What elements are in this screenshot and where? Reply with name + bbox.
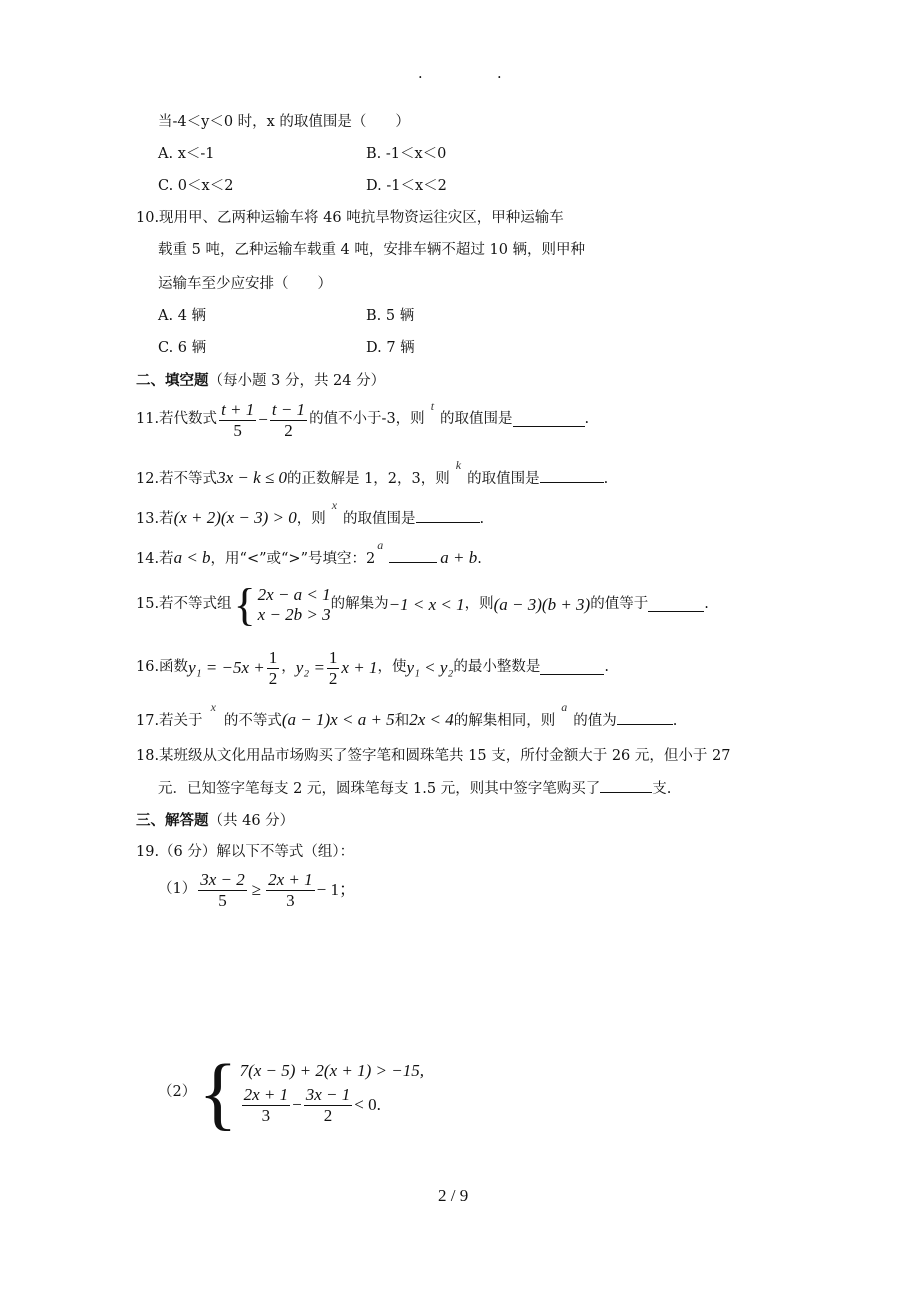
q17-mid2: 的解集相同，则 xyxy=(453,713,556,729)
q13-mid: ，则 xyxy=(296,511,326,527)
q19-p1-tail: − 1； xyxy=(316,879,356,899)
section-title xyxy=(136,372,385,390)
q10-line: 载重 5 吨，乙种运输车载重 4 吨，安排车辆不超过 10 辆，则甲种 xyxy=(158,242,586,258)
q16-end: . xyxy=(604,659,609,676)
q16 xyxy=(136,648,609,688)
q16-fraction-2: $\frac{1}{2}$ xyxy=(328,648,338,688)
q17-eq2: 2x < 4 xyxy=(409,710,454,729)
section-2-title: 二、填空题 xyxy=(136,372,209,389)
q16-y2-tail: x + 1 xyxy=(341,657,378,677)
q19-part-2 xyxy=(158,1047,424,1138)
q15-post: 的值等于 xyxy=(590,596,649,613)
q18-line: 18.某班级从文化用品市场购买了签字笔和圆珠笔共 15 支，所付金额大于 26 元，但小于 27 xyxy=(136,748,731,764)
q14-expr: a < b xyxy=(173,548,211,567)
q14-var: a xyxy=(377,538,384,552)
header-dot: . xyxy=(497,66,502,82)
q16-y1: y₁ = −5x + xyxy=(188,657,265,677)
q11-pre: 11.若代数式 xyxy=(136,411,218,428)
q11-minus: − xyxy=(258,409,268,429)
q19-stem: 19.（6 分）解以下不等式（组）： xyxy=(136,844,355,860)
q14-pre: 14.若 xyxy=(136,551,174,567)
q19-p2-minus: − xyxy=(292,1094,302,1114)
q13-end: . xyxy=(479,511,485,527)
q19-part-1 xyxy=(158,870,356,910)
q9-option-a: A. x＜-1 xyxy=(158,146,215,162)
q17-post: 的值为 xyxy=(573,713,617,729)
q19-p2-eq1: 7(x − 5) + 2(x + 1) > −15, xyxy=(239,1060,424,1080)
q16-answer-blank[interactable] xyxy=(540,662,604,675)
page-number: 2 / 9 xyxy=(438,1186,469,1205)
q14-answer-blank[interactable] xyxy=(389,550,437,563)
q11-fraction-2: $\frac{t - 1}{2}$ xyxy=(271,400,306,440)
header-dot: . xyxy=(418,66,423,82)
q17-eq1: (a − 1)x < a + 5 xyxy=(281,710,395,729)
q15-end: . xyxy=(704,596,709,613)
q14 xyxy=(136,538,482,568)
q9-option-b: B. -1＜x＜0 xyxy=(366,146,447,162)
q10-option-d: D. 7 辆 xyxy=(366,340,415,356)
q11-var: t xyxy=(430,398,435,413)
q19-p1-ge: ≥ xyxy=(251,879,262,899)
q15-mid: 的解集为 xyxy=(330,596,389,613)
q18-end: 支. xyxy=(652,781,672,797)
q17 xyxy=(136,700,678,730)
q15-expr: (a − 3)(b + 3) xyxy=(493,594,591,614)
q15-eq2: x − 2b > 3 xyxy=(257,605,331,624)
q16-pre: 16.函数 xyxy=(136,659,189,676)
q17-answer-blank[interactable] xyxy=(617,712,673,725)
q10-line: 10.现用甲、乙两种运输车将 46 吨抗旱物资运往灾区，甲种运输车 xyxy=(136,210,564,226)
q10-line: 运输车至少应安排（ ） xyxy=(158,276,332,292)
q11-end: . xyxy=(584,411,590,428)
q9-stem: 当-4＜y＜0 时，x 的取值围是（ ） xyxy=(158,114,410,130)
q18-line xyxy=(158,780,671,798)
q19-p1-fraction-1: $\frac{3x - 2}{5}$ xyxy=(200,870,245,910)
q12-end: . xyxy=(603,471,609,487)
q18-answer-blank[interactable] xyxy=(600,780,652,793)
q16-fraction-1: $\frac{1}{2}$ xyxy=(268,648,278,688)
q16-comma: ， xyxy=(281,659,296,676)
q15 xyxy=(136,579,709,630)
q13-pre: 13.若 xyxy=(136,511,174,527)
section-title xyxy=(136,812,294,830)
q16-mid: ，使 xyxy=(377,659,407,676)
q12-post: 的取值围是 xyxy=(467,471,540,487)
q19-p2-fraction-2: $\frac{3x - 1}{2}$ xyxy=(305,1085,351,1125)
q11-mid: 的值不小于-3，则 xyxy=(309,411,425,428)
q11-post: 的取值围是 xyxy=(440,411,513,428)
q19-p2-tail: < 0. xyxy=(354,1094,381,1114)
q11-fraction-1: $\frac{t + 1}{5}$ xyxy=(221,400,255,440)
q13 xyxy=(136,498,485,528)
q19-p1-fraction-2: $\frac{2x + 1}{3}$ xyxy=(268,870,313,910)
q15-mid2: ，则 xyxy=(464,596,494,613)
q19-p2-fraction-1: $\frac{2x + 1}{3}$ xyxy=(243,1085,289,1125)
q19-part-2-label: （2） xyxy=(158,1084,197,1101)
q14-post: a + b xyxy=(440,548,478,567)
q14-mid: ，用“<”或“>”号填空：2 xyxy=(210,551,376,567)
section-3-note: （共 46 分） xyxy=(208,813,295,829)
q13-var: x xyxy=(331,498,338,512)
q13-expr: (x + 2)(x − 3) > 0 xyxy=(173,508,297,527)
q17-end: . xyxy=(672,713,678,729)
q16-y2: y₂ = xyxy=(295,657,325,677)
q12-answer-blank[interactable] xyxy=(540,470,604,483)
q10-option-c: C. 6 辆 xyxy=(158,340,207,356)
q15-answer-blank[interactable] xyxy=(648,599,704,612)
q11 xyxy=(136,400,589,440)
q17-pre: 17.若关于 xyxy=(136,713,203,729)
q12-expr: 3x − k ≤ 0 xyxy=(217,468,287,487)
q18-line2: 元．已知签字笔每支 2 元，圆珠笔每支 1.5 元，则其中签字笔购买了 xyxy=(158,781,601,797)
brace-icon: { xyxy=(198,1047,238,1138)
q15-eq1: 2x − a < 1 xyxy=(257,584,331,604)
section-2-note: （每小题 3 分，共 24 分） xyxy=(208,373,386,389)
section-3-title: 三、解答题 xyxy=(136,812,209,829)
q17-and: 和 xyxy=(394,713,410,729)
q12 xyxy=(136,458,609,488)
brace-icon: { xyxy=(233,579,256,630)
q15-pre: 15.若不等式组 xyxy=(136,596,232,613)
q12-pre: 12.若不等式 xyxy=(136,471,218,487)
q9-option-d: D. -1＜x＜2 xyxy=(366,178,447,194)
q12-mid: 的正数解是 1，2，3，则 xyxy=(286,471,450,487)
q13-post: 的取值围是 xyxy=(343,511,416,527)
q10-option-b: B. 5 辆 xyxy=(366,308,415,324)
q16-inequality: y₁ < y₂ xyxy=(406,657,454,677)
q15-solution: −1 < x < 1 xyxy=(388,594,465,614)
q17-var: x xyxy=(210,700,216,714)
q12-var: k xyxy=(455,458,462,472)
q16-post: 的最小整数是 xyxy=(453,659,541,676)
q17-var2: a xyxy=(561,700,568,714)
q13-answer-blank[interactable] xyxy=(416,510,480,523)
q17-mid: 的不等式 xyxy=(223,713,282,729)
q11-answer-blank[interactable] xyxy=(513,414,585,427)
q9-option-c: C. 0＜x＜2 xyxy=(158,178,234,194)
q14-end: . xyxy=(477,551,482,567)
q10-option-a: A. 4 辆 xyxy=(158,308,207,324)
q19-part-1-label: （1） xyxy=(158,881,197,898)
